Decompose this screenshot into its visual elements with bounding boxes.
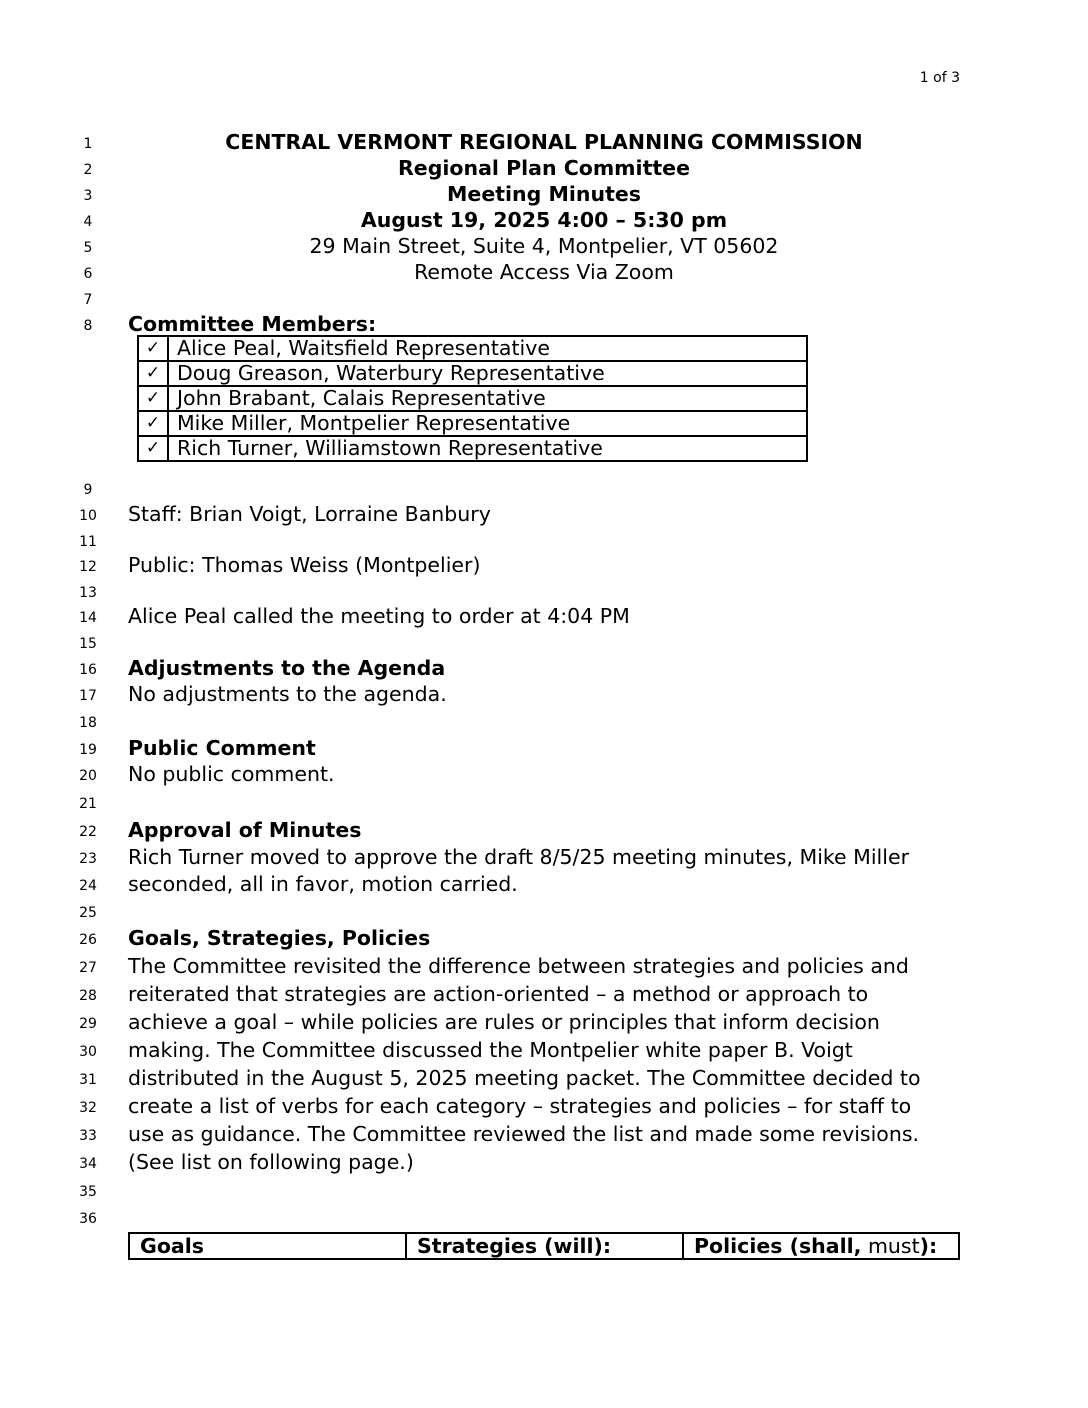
line-number: 23 — [79, 851, 97, 867]
member-name: Alice Peal, Waitsfield Representative — [168, 336, 807, 361]
member-name: Doug Greason, Waterbury Representative — [168, 361, 807, 386]
line-number: 7 — [83, 292, 93, 308]
line-number: 16 — [79, 662, 97, 678]
line-number: 22 — [79, 824, 97, 840]
table-row — [138, 436, 807, 461]
staff-line: Staff: Brian Voigt, Lorraine Banbury — [128, 502, 491, 526]
line-number: 32 — [79, 1100, 97, 1116]
line-number: 21 — [79, 796, 97, 812]
line-number: 13 — [79, 585, 97, 601]
check-icon: ✓ — [138, 436, 168, 461]
adjustments-body: No adjustments to the agenda. — [128, 682, 447, 706]
line-number: 12 — [79, 559, 97, 575]
line-number: 25 — [79, 905, 97, 921]
call-to-order: Alice Peal called the meeting to order at 4:04 PM — [128, 604, 630, 628]
goals-strategies-policies-table — [128, 1232, 960, 1260]
gsp-line: (See list on following page.) — [128, 1150, 414, 1174]
table-row — [138, 411, 807, 436]
line-number: 1 — [83, 136, 93, 152]
remote-access: Remote Access Via Zoom — [414, 260, 674, 284]
line-number: 35 — [79, 1184, 97, 1200]
line-number: 15 — [79, 636, 97, 652]
line-number: 30 — [79, 1044, 97, 1060]
line-number: 18 — [79, 715, 97, 731]
public-line: Public: Thomas Weiss (Montpelier) — [128, 553, 481, 577]
line-number: 36 — [79, 1211, 97, 1227]
policies-end: ): — [919, 1234, 938, 1258]
adjustments-heading: Adjustments to the Agenda — [128, 656, 446, 680]
gsp-line: distributed in the August 5, 2025 meeting packet. The Committee decided to — [128, 1066, 921, 1090]
line-number: 29 — [79, 1016, 97, 1032]
gsp-line: The Committee revisited the difference between strategies and policies and — [128, 954, 909, 978]
line-number: 20 — [79, 768, 97, 784]
approval-heading: Approval of Minutes — [128, 818, 362, 842]
public-comment-body: No public comment. — [128, 762, 335, 786]
gsp-line: achieve a goal – while policies are rules or principles that inform decision — [128, 1010, 880, 1034]
public-comment-heading: Public Comment — [128, 736, 316, 760]
member-name: John Brabant, Calais Representative — [168, 386, 807, 411]
gsp-line: making. The Committee discussed the Montpelier white paper B. Voigt — [128, 1038, 853, 1062]
check-icon: ✓ — [138, 336, 168, 361]
org-title: CENTRAL VERMONT REGIONAL PLANNING COMMISSION — [225, 130, 863, 154]
line-number: 4 — [83, 214, 93, 230]
line-number: 33 — [79, 1128, 97, 1144]
gsp-line: create a list of verbs for each category – strategies and policies – for staff to — [128, 1094, 912, 1118]
page-indicator: 1 of 3 — [919, 70, 960, 86]
policies-must: must — [861, 1234, 920, 1258]
line-number: 2 — [83, 162, 93, 178]
line-number: 26 — [79, 932, 97, 948]
line-number: 19 — [79, 742, 97, 758]
check-icon: ✓ — [138, 411, 168, 436]
check-icon: ✓ — [138, 386, 168, 411]
line-number: 8 — [83, 318, 93, 334]
table-row — [138, 361, 807, 386]
line-number: 14 — [79, 610, 97, 626]
line-number: 17 — [79, 688, 97, 704]
header-policies — [683, 1233, 959, 1259]
line-number: 11 — [79, 534, 97, 550]
line-number: 34 — [79, 1156, 97, 1172]
line-number: 9 — [83, 482, 93, 498]
table-row — [138, 386, 807, 411]
gsp-line: use as guidance. The Committee reviewed the list and made some revisions. — [128, 1122, 920, 1146]
gsp-line: reiterated that strategies are action-oriented – a method or approach to — [128, 982, 869, 1006]
approval-line: Rich Turner moved to approve the draft 8/5/25 meeting minutes, Mike Miller — [128, 845, 909, 869]
line-number: 31 — [79, 1072, 97, 1088]
line-number: 6 — [83, 266, 93, 282]
meeting-datetime: August 19, 2025 4:00 – 5:30 pm — [360, 208, 728, 232]
table-row — [138, 336, 807, 361]
members-table — [137, 335, 808, 462]
check-icon: ✓ — [138, 361, 168, 386]
line-number: 24 — [79, 878, 97, 894]
header-strategies: Strategies (will): — [406, 1233, 683, 1259]
doc-type: Meeting Minutes — [447, 182, 641, 206]
member-name: Rich Turner, Williamstown Representative — [168, 436, 807, 461]
table-header-row — [129, 1233, 959, 1259]
members-heading: Committee Members: — [128, 312, 377, 336]
line-number: 27 — [79, 960, 97, 976]
line-number: 3 — [83, 188, 93, 204]
header-goals: Goals — [129, 1233, 406, 1259]
line-number: 28 — [79, 988, 97, 1004]
meeting-address: 29 Main Street, Suite 4, Montpelier, VT 05602 — [309, 234, 779, 258]
gsp-heading: Goals, Strategies, Policies — [128, 926, 431, 950]
line-number: 5 — [83, 240, 93, 256]
member-name: Mike Miller, Montpelier Representative — [168, 411, 807, 436]
committee-title: Regional Plan Committee — [398, 156, 690, 180]
policies-bold: Policies (shall, — [694, 1234, 862, 1258]
approval-line: seconded, all in favor, motion carried. — [128, 872, 518, 896]
line-number: 10 — [79, 508, 97, 524]
